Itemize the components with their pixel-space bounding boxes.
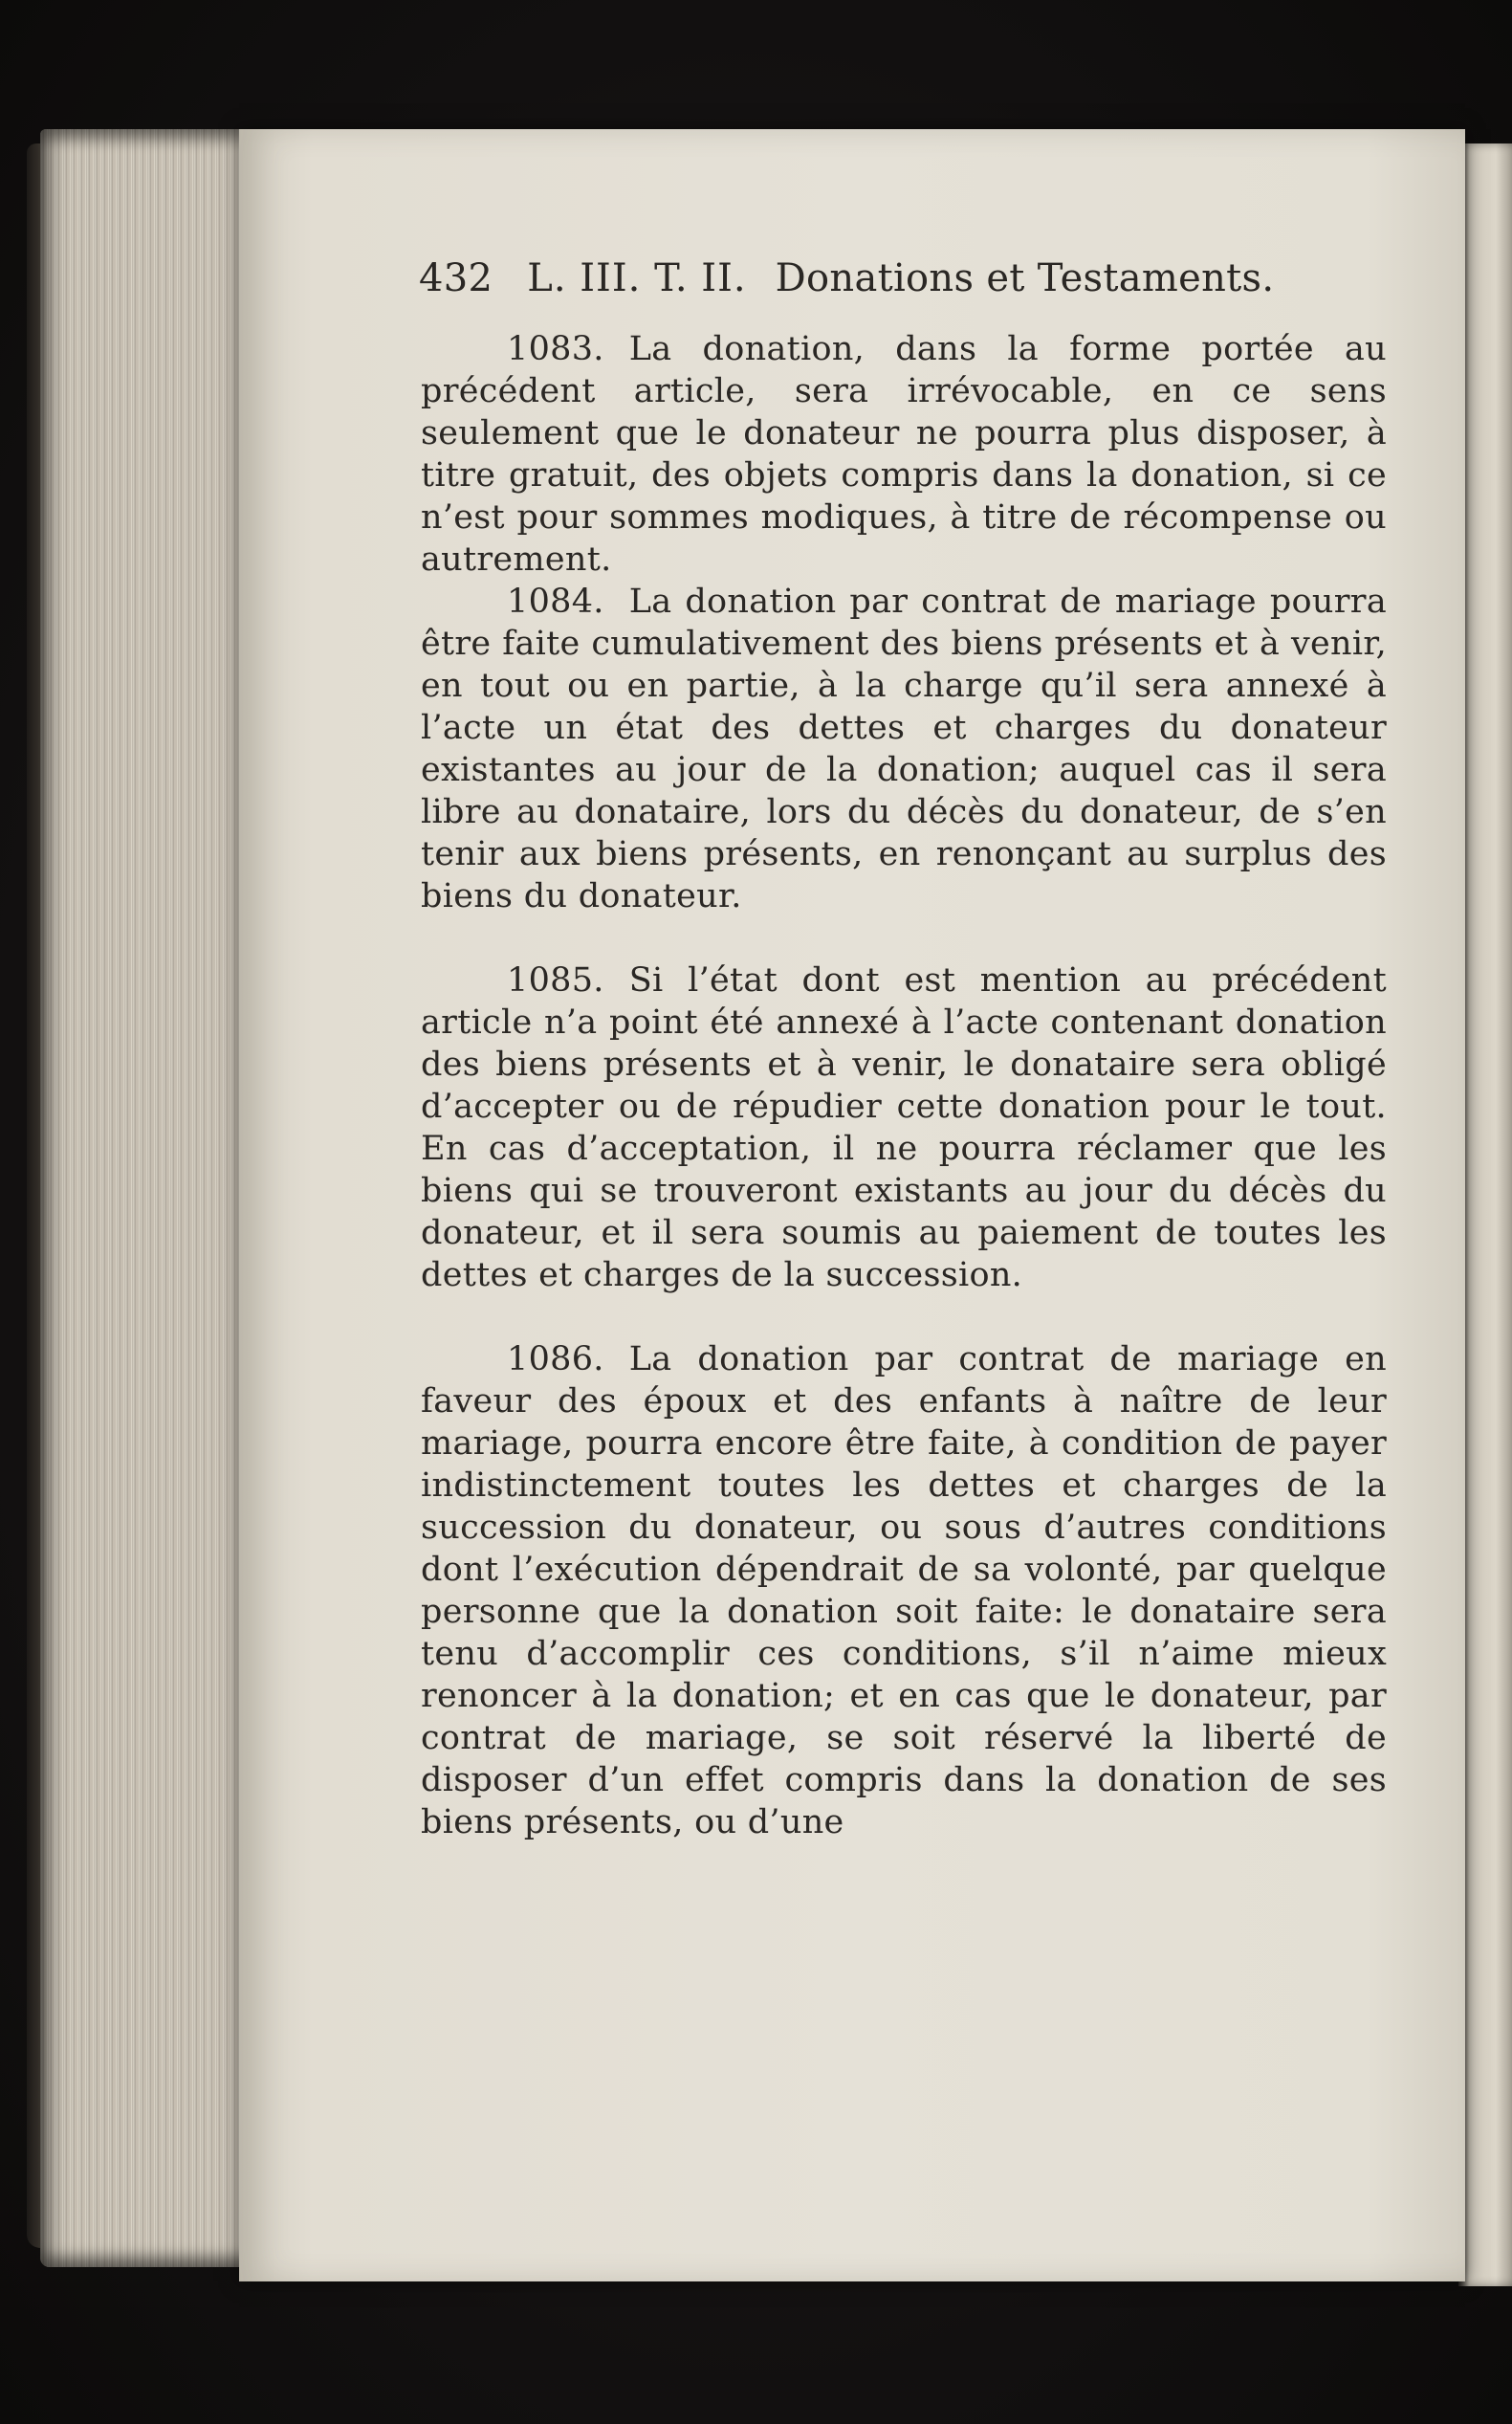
- article-text: La donation par contrat de mariage pourra être faite cumulativement des biens présents et à venir, en tout ou en partie, à la charge qu’il sera annexé à l’acte un état des dettes et charges du donateur existantes au jour de la donation; auquel cas il sera libre au donataire, lors du décès du donateur, de s’en tenir aux biens présents, en renonçant au surplus des biens du donateur.: [421, 583, 1387, 915]
- page-stack-edge: [40, 129, 260, 2267]
- article-number: 1084.: [507, 583, 604, 621]
- article-1083: [421, 328, 1387, 581]
- page-number: 432: [419, 256, 493, 300]
- running-head: [419, 253, 1387, 303]
- book-page: [239, 129, 1465, 2281]
- page-text-block: [421, 253, 1387, 1843]
- article-number: 1086.: [507, 1340, 604, 1378]
- article-text: Si l’état dont est mention au précédent article n’a point été annexé à l’acte contenant donation des biens présents et à venir, le donataire sera obligé d’accepter ou de répudier cette donation pour le tout. En cas d’acceptation, il ne pourra réclamer que les biens qui se trouveront existants au jour du décès du donateur, et il sera soumis au paiement de toutes les dettes et charges de la succession.: [421, 961, 1387, 1294]
- article-1084: [421, 581, 1387, 917]
- article-1085: [421, 959, 1387, 1296]
- article-text: La donation par contrat de mariage en faveur des époux et des enfants à naître de leur mariage, pourra encore être faite, à condition de payer indistinctement toutes les dettes et charges de la succession du donateur, ou sous d’autres conditions dont l’exécution dépendrait de sa volonté, par quelque personne que la donation soit faite: le donataire sera tenu d’accomplir ces conditions, s’il n’aime mieux renoncer à la donation; et en cas que le donateur, par contrat de mariage, se soit réservé la liberté de disposer d’un effet compris dans la donation de ses biens présents, ou d’une: [421, 1340, 1387, 1841]
- book-part-label: L. III. T. II.: [527, 256, 747, 300]
- article-1086: [421, 1338, 1387, 1843]
- article-number: 1083.: [507, 330, 604, 368]
- article-text: La donation, dans la forme portée au précédent article, sera irrévocable, en ce sens seulement que le donateur ne pourra plus disposer, à titre gratuit, des objets compris dans la donation, si ce n’est pour sommes modiques, à titre de récompense ou autrement.: [421, 330, 1387, 579]
- article-number: 1085.: [507, 961, 604, 1000]
- section-title: Donations et Testaments.: [775, 256, 1275, 300]
- adjacent-page-edge: [1458, 143, 1512, 2286]
